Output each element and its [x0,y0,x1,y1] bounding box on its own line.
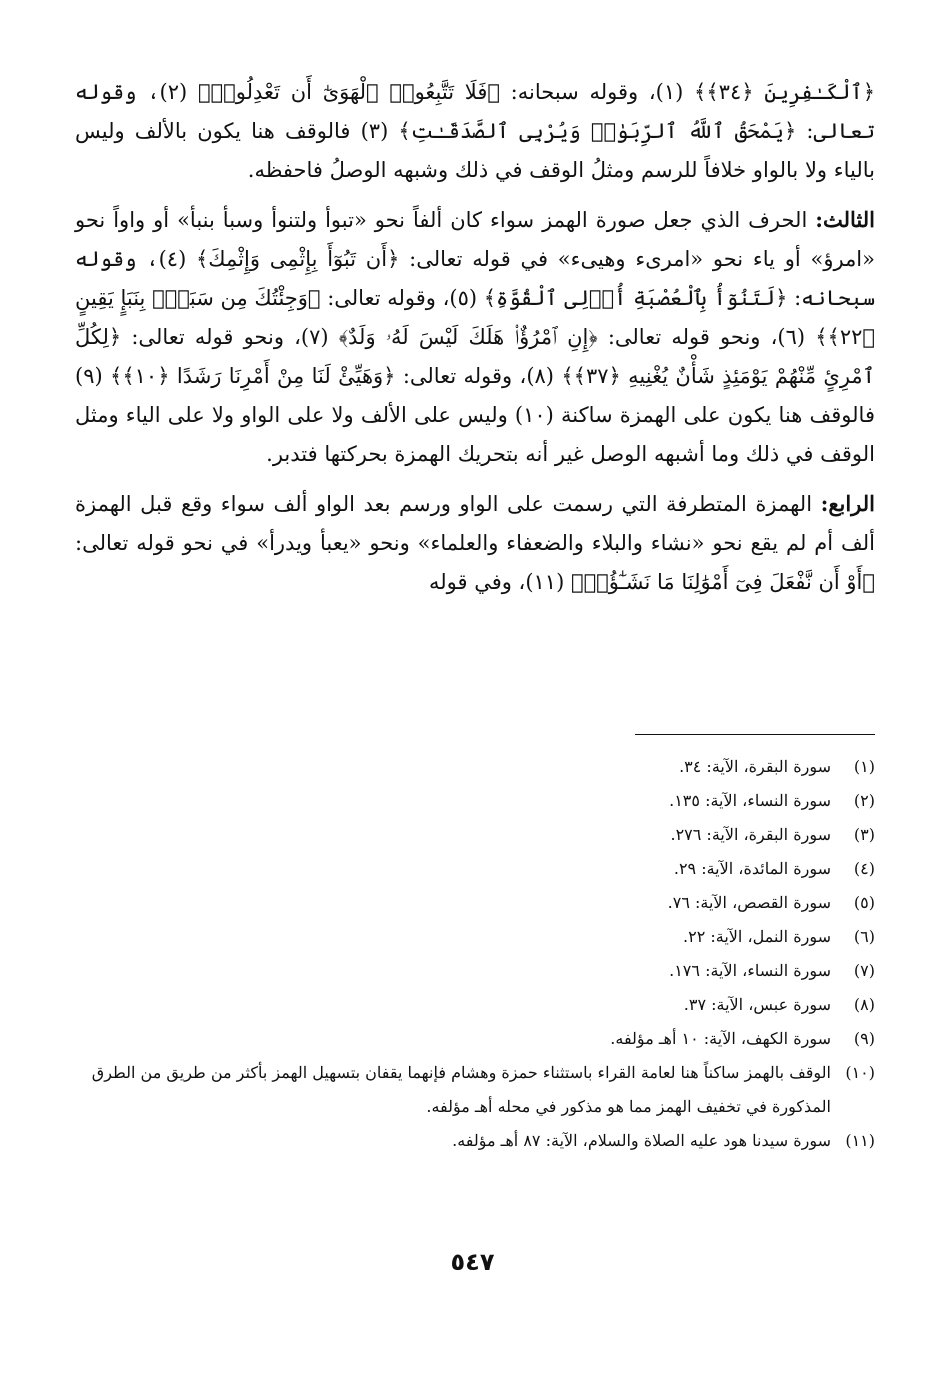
paragraph-3 [75,484,875,602]
footnote-number: (٣) [853,825,875,844]
footnote-10 [75,1056,875,1124]
paragraph-1 [75,72,875,190]
footnote-number: (١) [853,757,875,776]
footnote-text: سورة سيدنا هود عليه الصلاة والسلام، الآية: ٨٧ أهـ مؤلفه. [452,1131,831,1150]
footnote-number: (٤) [853,859,875,878]
footnote-number: (٦) [853,927,875,946]
footnote-8 [75,988,875,1022]
footnote-11 [75,1124,875,1158]
footnote-4 [75,852,875,886]
footnote-text: سورة النمل، الآية: ٢٢. [683,927,831,946]
footnote-number: (١١) [845,1131,875,1150]
footnote-number: (٢) [853,791,875,810]
page-number: ٥٤٧ [450,1248,495,1276]
footnote-9 [75,1022,875,1056]
main-text [75,72,875,612]
footnote-text: سورة البقرة، الآية: ٣٤. [679,757,831,776]
footnote-text: سورة المائدة، الآية: ٢٩. [673,859,831,878]
footnote-text: سورة الكهف، الآية: ١٠ أهـ مؤلفه. [610,1029,831,1048]
footnote-text: سورة البقرة، الآية: ٢٧٦. [670,825,831,844]
footnote-text: سورة النساء، الآية: ١٧٦. [669,961,831,980]
footnote-7 [75,954,875,988]
footnote-divider [635,734,875,735]
paragraph-1-text: ﴿ٱلْكَـٰفِرِينَ ﴿٣٤﴾﴾ (١)، وقوله سبحانه: ﴿فَلَا تَتَّبِعُوا۟ ٱلْهَوَىٰٓ أَن تَعْدِلُوا۟﴾ (٢)، وقوله تعالى: ﴿يَمْحَقُ ٱللَّهُ ٱلرِّبَوٰا۟ وَيُرْبِى ٱلصَّدَقَـٰتِ﴾ (٣) فالوقف هنا يكون بالألف وليس بالياء ولا بالواو خلافاً للرسم ومثلُ الوقف في ذلك وشبهه الوصلُ فاحفظه. [75,80,876,182]
paragraph-3-lead: الرابع: [820,491,875,516]
footnote-6 [75,920,875,954]
paragraph-3-text: الهمزة المتطرفة التي رسمت على الواو ورسم بعد الواو ألف سواء وقع قبل الهمزة ألف أم لم يقع نحو «نشاء والبلاء والضعفاء والعلماء» ونحو «يعبأ ويدرأ» في نحو قوله تعالى: ﴿أَوْ أَن نَّفْعَلَ فِىٓ أَمْوَٰلِنَا مَا نَشَـٰٓؤُا۟﴾ (١١)، وفي قوله [75,492,875,594]
footnote-text: سورة النساء، الآية: ١٣٥. [669,791,831,810]
footnote-text: الوقف بالهمز ساكناً هنا لعامة القراء باستثناء حمزة وهشام فإنهما يقفان بتسهيل الهمز بأكثر من طريق من الطرق المذكورة في تخفيف الهمز مما هو مذكور في محله أهـ مؤلفه. [91,1063,831,1116]
footnotes [75,750,875,1158]
footnote-number: (٥) [853,893,875,912]
footnote-number: (٨) [853,995,875,1014]
footnote-5 [75,886,875,920]
footnote-number: (٩) [853,1029,875,1048]
footnote-text: سورة عبس، الآية: ٣٧. [683,995,831,1014]
footnote-text: سورة القصص، الآية: ٧٦. [667,893,831,912]
footnote-number: (٧) [853,961,875,980]
footnote-1 [75,750,875,784]
footnote-number: (١٠) [845,1063,875,1082]
footnote-3 [75,818,875,852]
footnote-2 [75,784,875,818]
paragraph-2-text: الحرف الذي جعل صورة الهمز سواء كان ألفاً نحو «تبوأ ولتنوأ وسبأ بنبأ» أو واواً نحو «امرؤ» أو ياء نحو «امرىء وهيىء» في قوله تعالى: ﴿أَن تَبُوٓأَ بِإِثْمِى وَإِثْمِكَ﴾ (٤)، وقوله سبحانه: ﴿لَتَنُوٓأُ بِٱلْعُصْبَةِ أُو۟لِى ٱلْقُوَّةِ﴾ (٥)، وقوله تعالى: ﴿وَجِئْتُكَ مِن سَبَإٍۭ بِنَبَإٍ يَقِينٍ ﴿٢٢﴾﴾ (٦)، ونحو قوله تعالى: ﴿إِنِ ٱمْرُؤٌا۟ هَلَكَ لَيْسَ لَهُۥ وَلَدٌ﴾ (٧)، ونحو قوله تعالى: ﴿لِكُلِّ ٱمْرِئٍ مِّنْهُمْ يَوْمَئِذٍ شَأْنٌ يُغْنِيهِ ﴿٣٧﴾﴾ (٨)، وقوله تعالى: ﴿وَهَيِّئْ لَنَا مِنْ أَمْرِنَا رَشَدًا ﴿١٠﴾﴾ (٩) فالوقف هنا يكون على الهمزة ساكنة (١٠) وليس على الألف ولا على الواو ولا على الياء ومثل الوقف في ذلك وما أشبهه الوصل غير أنه بتحريك الهمزة بحركتها فتدبر. [75,208,876,466]
paragraph-2 [75,200,875,474]
paragraph-2-lead: الثالث: [815,207,875,232]
